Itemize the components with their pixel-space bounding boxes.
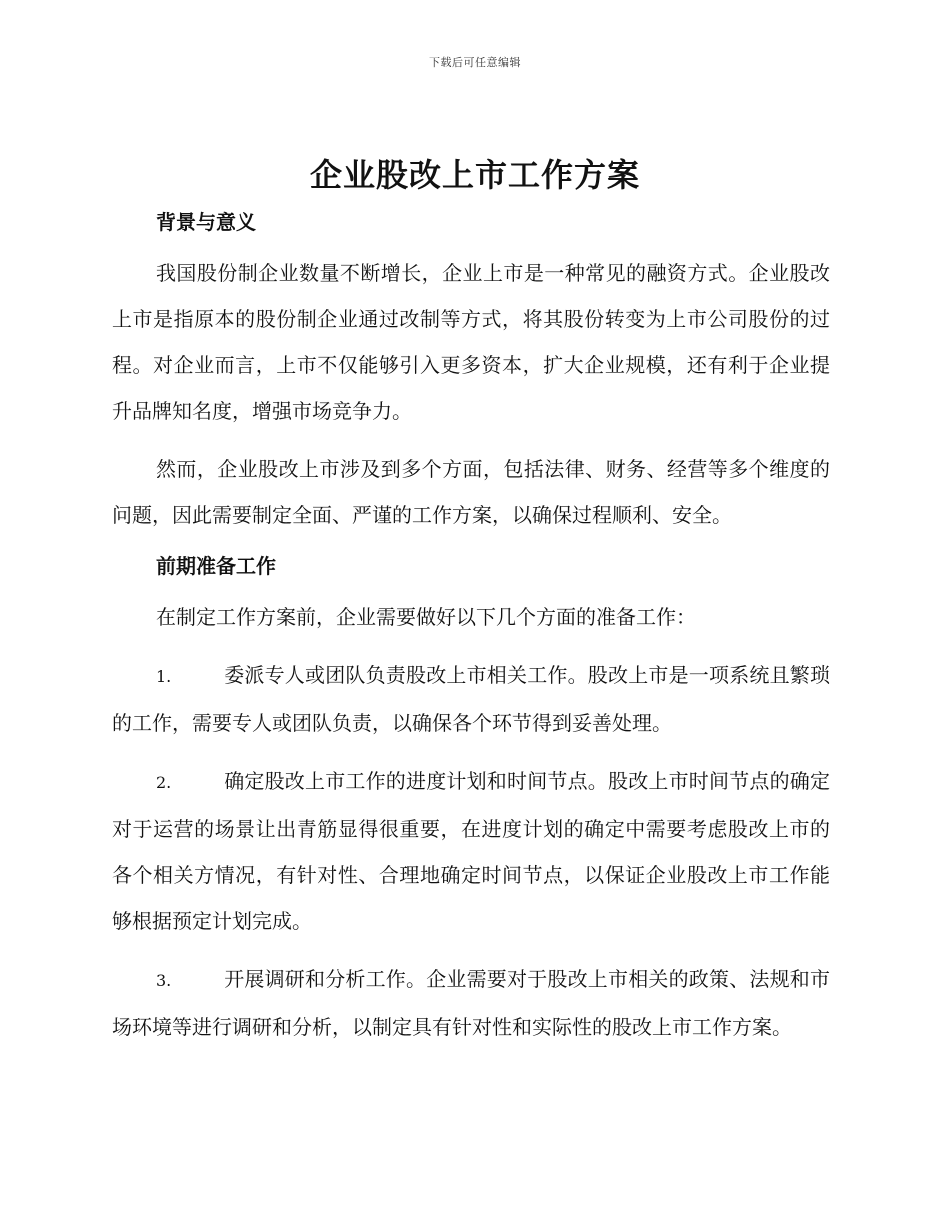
document-title: 企业股改上市工作方案 [309, 156, 640, 194]
list-item-number: 1. [156, 667, 172, 686]
paragraph: 我国股份制企业数量不断增长，企业上市是一种常见的融资方式。企业股改上市是指原本的股份制企业通过改制等方式，将其股份转变为上市公司股份的过程。对企业而言，上市不仅能够引入更多资本，扩大企业规模，还有利于企业提升品牌知名度，增强市场竞争力。 [112, 261, 830, 423]
header-note: 下载后可任意编辑 [429, 56, 521, 69]
list-item-text: 委派专人或团队负责股改上市相关工作。股改上市是一项系统且繁琐的工作，需要专人或团队负责，以确保各个环节得到妥善处理。 [112, 663, 830, 735]
document-body [112, 206, 830, 1050]
section-heading-preparation: 前期准备工作 [156, 554, 276, 578]
list-item-number: 2. [156, 773, 172, 792]
list-item-number: 3. [156, 971, 172, 990]
paragraph-intro: 在制定工作方案前，企业需要做好以下几个方面的准备工作： [156, 605, 696, 629]
list-item-text: 开展调研和分析工作。企业需要对于股改上市相关的政策、法规和市场环境等进行调研和分析，以制定具有针对性和实际性的股改上市工作方案。 [112, 967, 830, 1039]
list-item [112, 956, 830, 1050]
list-item-text: 确定股改上市工作的进度计划和时间节点。股改上市时间节点的确定对于运营的场景让出青筋显得很重要，在进度计划的确定中需要考虑股改上市的各个相关方情况，有针对性、合理地确定时间节点，以保证企业股改上市工作能够根据预定计划完成。 [112, 769, 830, 933]
list-item [112, 758, 830, 944]
section-heading-background: 背景与意义 [156, 210, 256, 234]
paragraph: 然而，企业股改上市涉及到多个方面，包括法律、财务、经营等多个维度的问题，因此需要制定全面、严谨的工作方案，以确保过程顺利、安全。 [112, 457, 830, 527]
list-item [112, 652, 830, 746]
